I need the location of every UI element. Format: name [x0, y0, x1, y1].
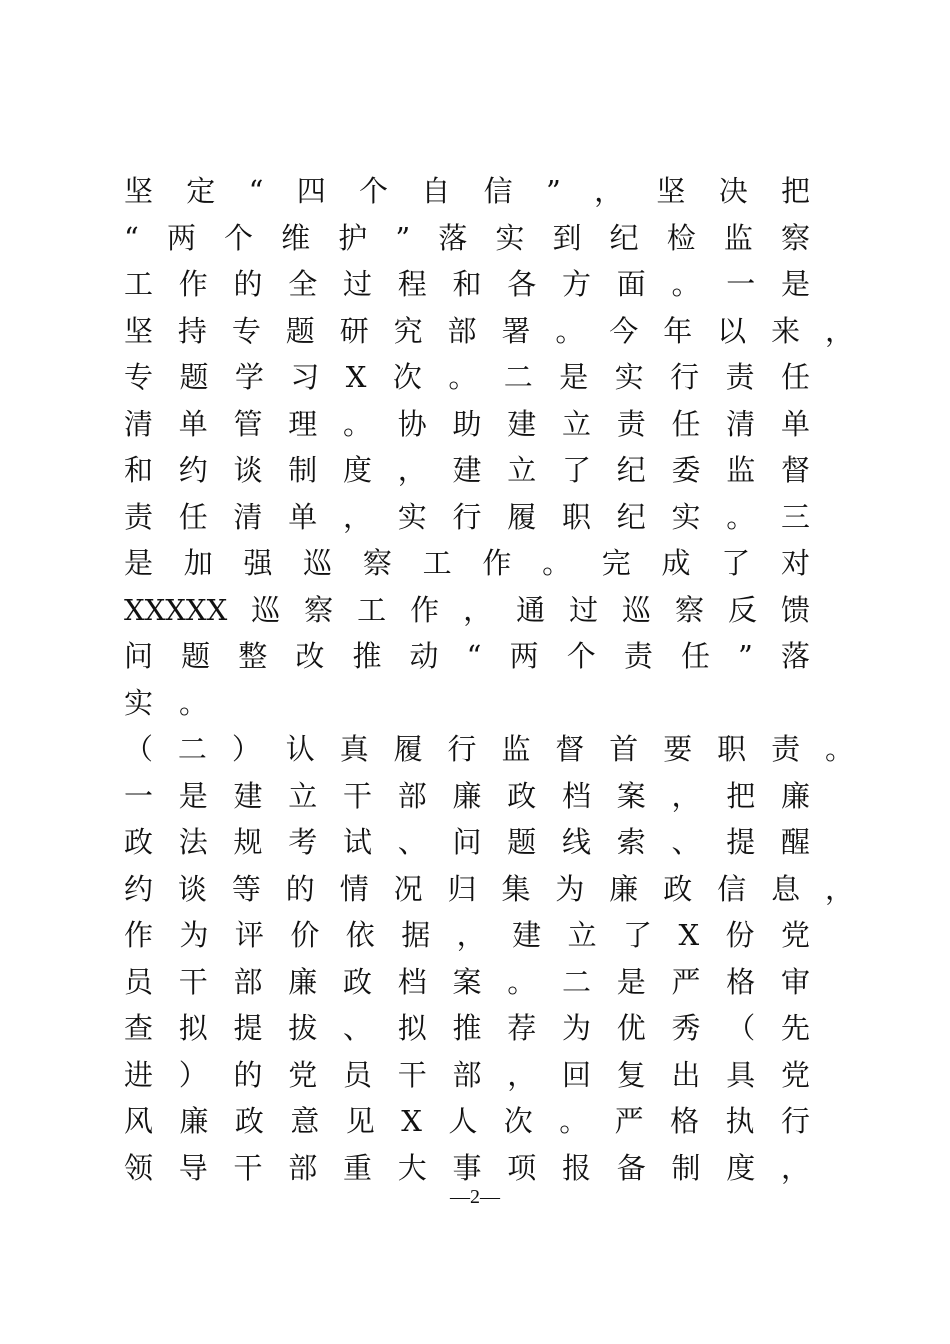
text-line: 政法规考试、问题线索、提醒: [124, 825, 810, 859]
text-line: （二）认真履行监督首要职责。: [124, 732, 854, 766]
text-line: 一是建立干部廉政档案，把廉: [124, 778, 810, 813]
text-line: 约谈等的情况归集为廉政信息，: [124, 871, 854, 906]
text-line: 进）的党员干部，回复出具党: [124, 1057, 810, 1092]
text-line: 坚持专题研究部署。今年以来，: [124, 313, 854, 348]
page-number: —2—: [450, 1186, 500, 1208]
text-line: 是加强巡察工作。完成了对: [124, 546, 810, 580]
text-line: 领导干部重大事项报备制度，: [124, 1150, 810, 1185]
text-line: 坚定“四个自信”，坚决把: [124, 174, 810, 208]
text-line: 风廉政意见X人次。严格执行: [124, 1104, 810, 1138]
text-line: “两个维护”落实到纪检监察: [124, 220, 810, 255]
text-line: 实。: [124, 685, 235, 720]
text-line: 和约谈制度，建立了纪委监督: [124, 453, 810, 487]
text-line: 问题整改推动“两个责任”落: [124, 639, 810, 673]
text-line: XXXXX巡察工作，通过巡察反馈: [124, 592, 810, 627]
text-line: 工作的全过程和各方面。一是: [124, 267, 810, 301]
body-text: [124, 168, 854, 1191]
text-line: 员干部廉政档案。二是严格审: [124, 964, 810, 999]
text-line: 清单管理。协助建立责任清单: [124, 406, 810, 441]
text-line: 查拟提拔、拟推荐为优秀（先: [124, 1011, 810, 1045]
text-line: 责任清单，实行履职纪实。三: [124, 499, 810, 534]
text-line: 专题学习X次。二是实行责任: [124, 360, 810, 394]
text-line: 作为评价依据，建立了X份党: [124, 918, 810, 952]
